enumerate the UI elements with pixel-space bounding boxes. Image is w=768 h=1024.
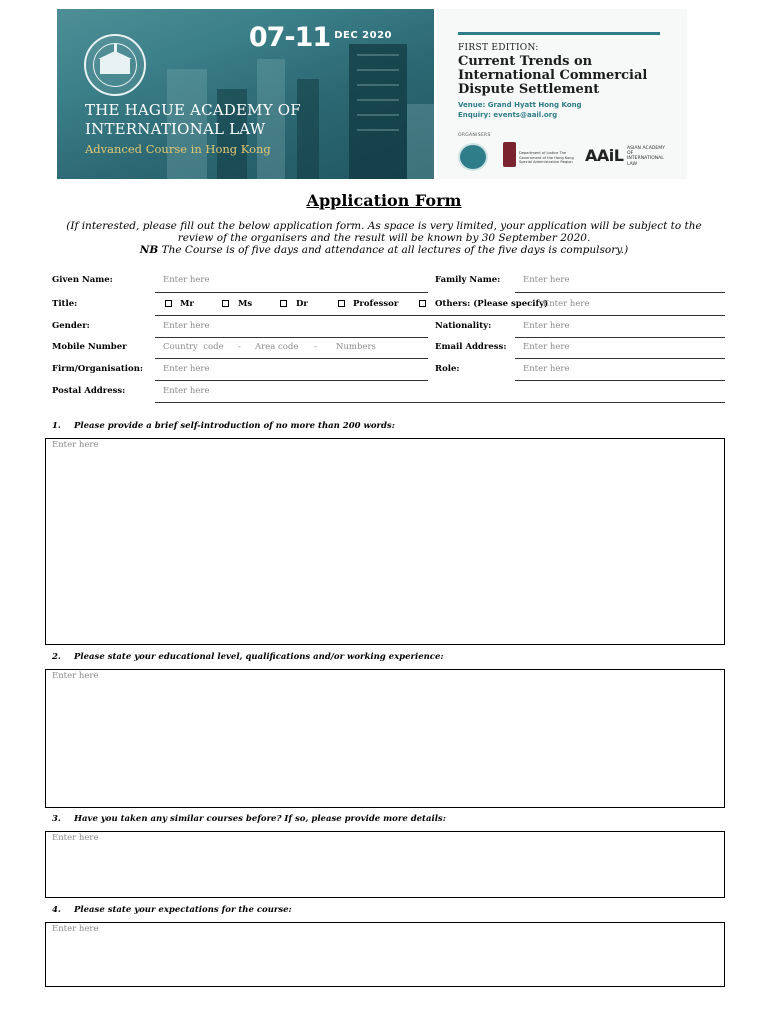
title-underline [155,315,725,316]
title-mr-label: Mr [180,299,194,309]
title-ms-checkbox[interactable] [222,300,229,307]
aail-logo-text: ASIAN ACADEMY OF INTERNATIONAL LAW [627,146,666,167]
gender-input[interactable]: Enter here [163,321,210,331]
mobile-area-code-input[interactable]: Area code [255,342,299,352]
nationality-underline [515,337,725,338]
email-address-label: Email Address: [435,342,507,352]
email-address-input[interactable]: Enter here [523,342,570,352]
title-label: Title: [52,299,78,309]
aail-logo: AAiL [585,146,624,165]
venue-text: Venue: Grand Hyatt Hong Kong [458,101,582,109]
mobile-country-code-input[interactable]: Country code [163,342,224,352]
question-2-textarea[interactable] [45,669,725,808]
role-label: Role: [435,364,460,374]
banner-hague-academy [57,9,434,179]
tower-windows [357,69,399,71]
question-3-placeholder: Enter here [52,833,99,843]
firm-organisation-input[interactable]: Enter here [163,364,210,374]
doj-logo-text: Department of Justice The Government of the Hong Kong Special Administrative Region [519,151,574,164]
hague-academy-seal-logo [84,34,146,96]
title-others-label: Others: (Please specify) [435,299,549,309]
gender-underline [155,337,428,338]
question-1: 1. Please provide a brief self-introduction of no more than 200 words: [52,421,395,431]
question-1-placeholder: Enter here [52,440,99,450]
hague-academy-logo-icon [458,143,488,171]
family-name-underline [515,292,725,293]
mobile-number-input[interactable]: Numbers [336,342,376,352]
given-name-underline [155,292,428,293]
academy-subtitle: Advanced Course in Hong Kong [85,142,271,156]
edition-label: FIRST EDITION: [458,43,539,53]
question-4-textarea[interactable] [45,922,725,987]
postal-address-input[interactable]: Enter here [163,386,210,396]
skyline-building [407,104,434,179]
firm-underline [155,380,428,381]
title-others-input[interactable]: Enter here [543,299,590,309]
organisers-label: ORGANISERS [458,133,491,138]
email-underline [515,358,725,359]
question-4-placeholder: Enter here [52,924,99,934]
event-title: Current Trends on International Commercial Dispute Settlement [458,54,648,97]
divider [458,32,660,35]
question-2: 2. Please state your educational level, qualifications and/or working experience: [52,652,444,662]
question-2-placeholder: Enter here [52,671,99,681]
given-name-label: Given Name: [52,275,113,285]
role-underline [515,380,725,381]
department-of-justice-logo-icon [503,142,516,167]
tower-windows [357,84,399,86]
question-1-textarea[interactable] [45,438,725,645]
tower-windows [357,54,399,56]
question-4: 4. Please state your expectations for the course: [52,905,292,915]
gender-label: Gender: [52,321,90,331]
postal-underline [155,402,725,403]
mobile-separator: - [314,342,317,352]
academy-name: THE HAGUE ACADEMY OF INTERNATIONAL LAW [85,101,301,138]
mobile-number-label: Mobile Number [52,342,127,352]
firm-organisation-label: Firm/Organisation: [52,364,144,374]
title-mr-checkbox[interactable] [165,300,172,307]
mobile-separator: - [238,342,241,352]
tower-windows [357,129,399,131]
question-3: 3. Have you taken any similar courses before? If so, please provide more details: [52,814,446,824]
title-professor-label: Professor [353,299,399,309]
nationality-input[interactable]: Enter here [523,321,570,331]
title-dr-checkbox[interactable] [280,300,287,307]
title-ms-label: Ms [238,299,253,309]
enquiry-text: Enquiry: events@aail.org [458,111,558,119]
banner-event-info [437,9,687,179]
event-dates: 07-11 $^{DEC 2020}$ [248,22,392,53]
form-instructions: (If interested, please fill out the below application form. As space is very limited, your application will be subject to the review of the organisers and the result will be known by 30 September 2020. NB The Course is of five days and attendance at all lectures of the five days is compulsory.) [66,220,702,256]
tower-windows [357,114,399,116]
nationality-label: Nationality: [435,321,492,331]
form-title: Application Form [306,191,462,210]
tower-windows [357,99,399,101]
title-professor-checkbox[interactable] [338,300,345,307]
postal-address-label: Postal Address: [52,386,126,396]
title-dr-label: Dr [296,299,308,309]
given-name-input[interactable]: Enter here [163,275,210,285]
mobile-underline [155,358,428,359]
role-input[interactable]: Enter here [523,364,570,374]
title-others-checkbox[interactable] [419,300,426,307]
family-name-label: Family Name: [435,275,501,285]
question-3-textarea[interactable] [45,831,725,898]
skyline-tower [349,44,407,179]
family-name-input[interactable]: Enter here [523,275,570,285]
